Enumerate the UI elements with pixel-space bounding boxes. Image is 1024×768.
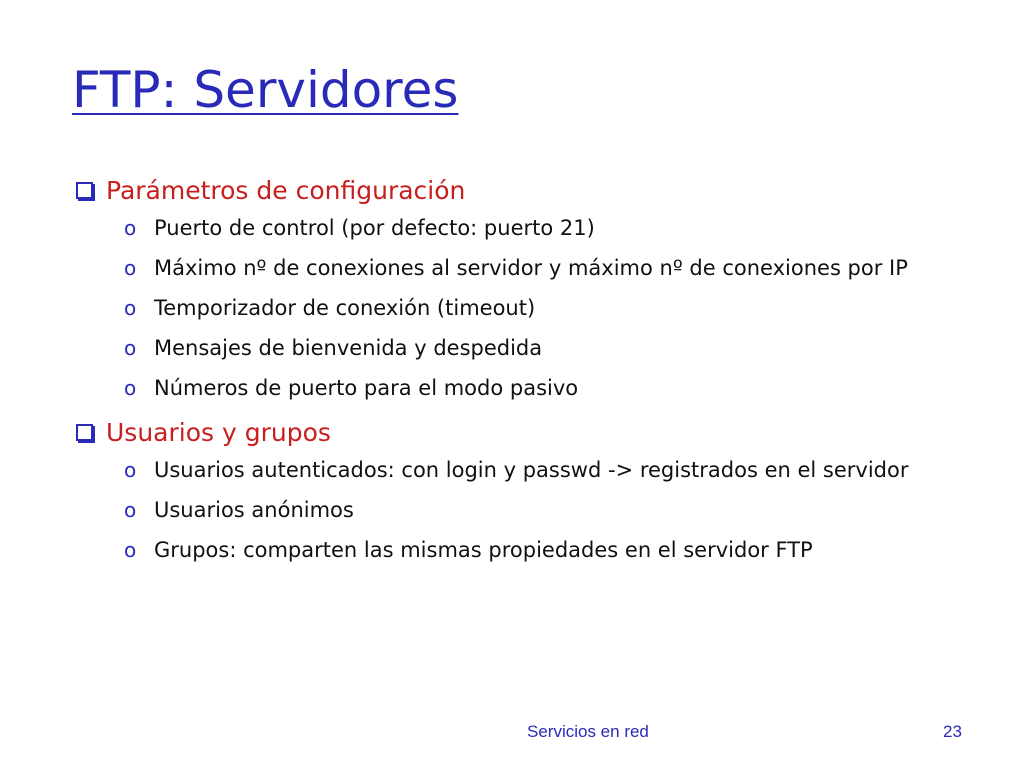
bullet-marker: o (124, 458, 137, 482)
configuration-list (76, 212, 976, 404)
list-item-text: Puerto de control (por defecto: puerto 21) (154, 216, 595, 240)
list-item-text: Mensajes de bienvenida y despedida (154, 336, 543, 360)
list-item (124, 252, 976, 284)
section-users-groups (76, 414, 976, 454)
list-item (124, 332, 976, 364)
list-item (124, 454, 976, 486)
bullet-marker: o (124, 216, 137, 240)
section-heading: Parámetros de configuración (106, 176, 466, 205)
list-item-text: Temporizador de conexión (timeout) (154, 296, 536, 320)
bullet-marker: o (124, 336, 137, 360)
checkbox-square-icon (76, 182, 93, 199)
list-item-text: Grupos: comparten las mismas propiedades en el servidor FTP (154, 538, 813, 562)
users-groups-list (76, 454, 976, 566)
list-item (124, 292, 976, 324)
section-configuration (76, 172, 976, 212)
slide-title: FTP: Servidores (72, 61, 459, 119)
list-item (124, 534, 976, 566)
list-item (124, 494, 976, 526)
list-item-text: Números de puerto para el modo pasivo (154, 376, 579, 400)
checkbox-square-icon (76, 424, 93, 441)
bullet-marker: o (124, 296, 137, 320)
list-item (124, 212, 976, 244)
bullet-marker: o (124, 256, 137, 280)
list-item-text: Usuarios autenticados: con login y passwd -> registrados en el servidor (154, 458, 909, 482)
bullet-marker: o (124, 538, 137, 562)
list-item-text: Usuarios anónimos (154, 498, 354, 522)
footer-label: Servicios en red (527, 722, 649, 741)
section-heading: Usuarios y grupos (106, 418, 331, 447)
list-item (124, 372, 976, 404)
page-number: 23 (943, 722, 962, 741)
bullet-marker: o (124, 498, 137, 522)
list-item-text: Máximo nº de conexiones al servidor y máximo nº de conexiones por IP (154, 256, 908, 280)
slide-content (76, 172, 976, 576)
bullet-marker: o (124, 376, 137, 400)
